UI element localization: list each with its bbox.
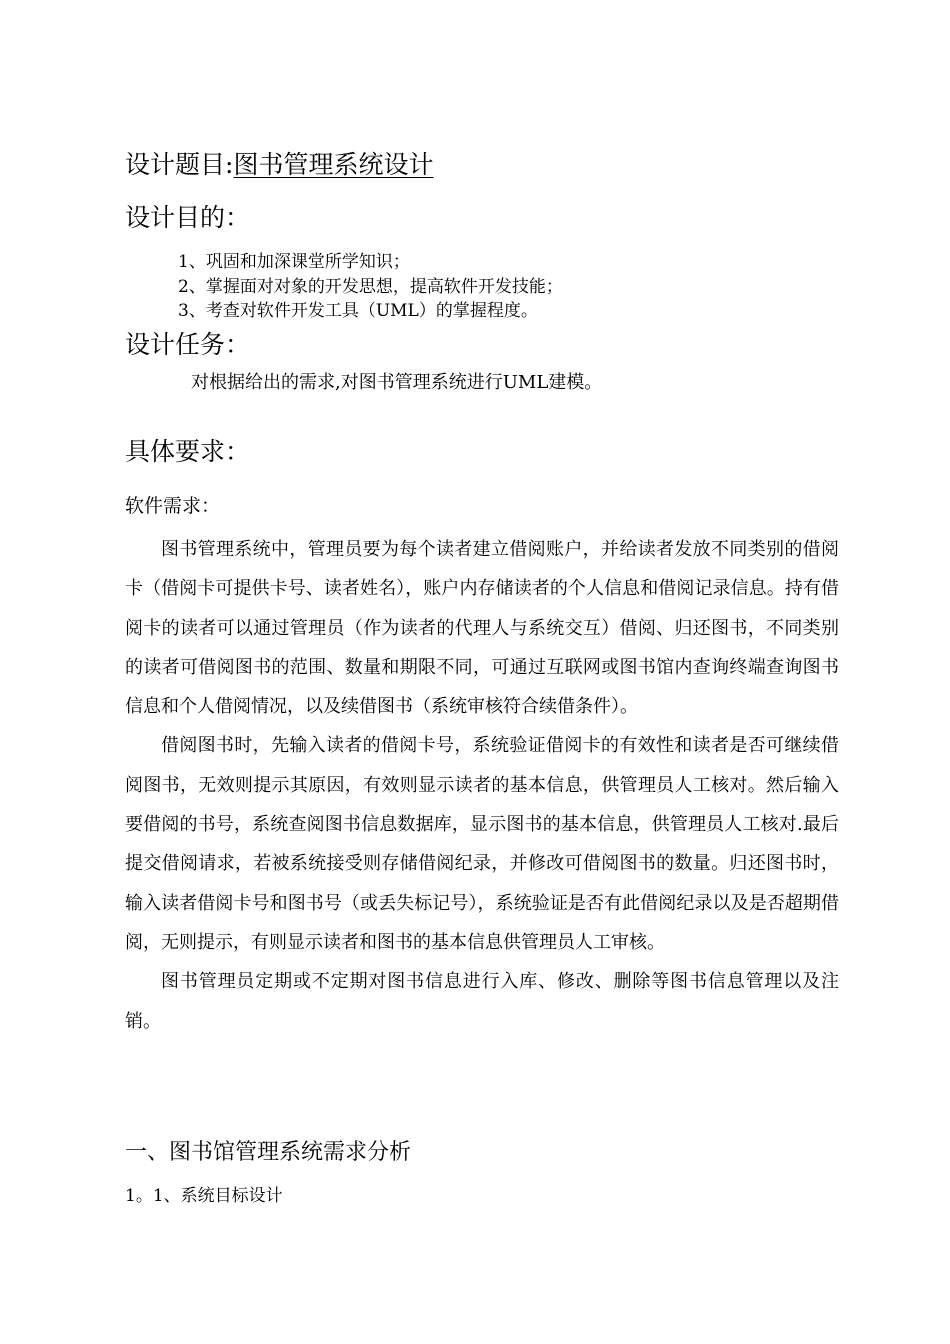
requirements-paragraph-3: 图书管理员定期或不定期对图书信息进行入库、修改、删除等图书信息管理以及注销。	[125, 971, 839, 1032]
task-text: 对根据给出的需求,对图书管理系统进行UML建模。	[191, 372, 603, 393]
requirements-heading: 具体要求：	[125, 437, 251, 466]
purpose-item-2: 2、掌握面对对象的开发思想，提高软件开发技能；	[178, 277, 563, 297]
task-heading: 设计任务：	[125, 330, 251, 359]
design-title	[125, 150, 433, 180]
purpose-heading: 设计目的：	[125, 203, 251, 232]
purpose-item-3: 3、考查对软件开发工具（UML）的掌握程度。	[178, 301, 538, 321]
requirements-paragraph-2: 借阅图书时，先输入读者的借阅卡号，系统验证借阅卡的有效性和读者是否可继续借阅图书，无效则提示其原因，有效则显示读者的基本信息，供管理员人工核对。然后输入要借阅的书号，系统查阅图书信息数据库，显示图书的基本信息，供管理员人工核对.最后提交借阅请求，若被系统接受则存储借阅纪录，并修改可借阅图书的数量。归还图书时，输入读者借阅卡号和图书号（或丢失标记号），系统验证是否有此借阅纪录以及是否超期借阅，无则提示，有则显示读者和图书的基本信息供管理员人工审核。	[125, 735, 839, 953]
section-1-heading: 一、图书馆管理系统需求分析	[125, 1140, 412, 1165]
section-1-1-heading: 1。1、系统目标设计	[125, 1186, 283, 1206]
design-title-label: 设计题目:	[125, 150, 234, 179]
purpose-item-1: 1、巩固和加深课堂所学知识；	[178, 252, 410, 272]
requirements-paragraph-1: 图书管理系统中，管理员要为每个读者建立借阅账户，并给读者发放不同类别的借阅卡（借阅卡可提供卡号、读者姓名），账户内存储读者的个人信息和借阅记录信息。持有借阅卡的读者可以通过管理员（作为读者的代理人与系统交互）借阅、归还图书，不同类别的读者可借阅图书的范围、数量和期限不同，可通过互联网或图书馆内查询终端查询图书信息和个人借阅情况，以及续借图书（系统审核符合续借条件）。	[125, 539, 839, 718]
design-title-value: 图书管理系统设计	[233, 150, 434, 179]
software-requirements-heading: 软件需求：	[125, 495, 221, 517]
requirements-body	[125, 530, 839, 1041]
